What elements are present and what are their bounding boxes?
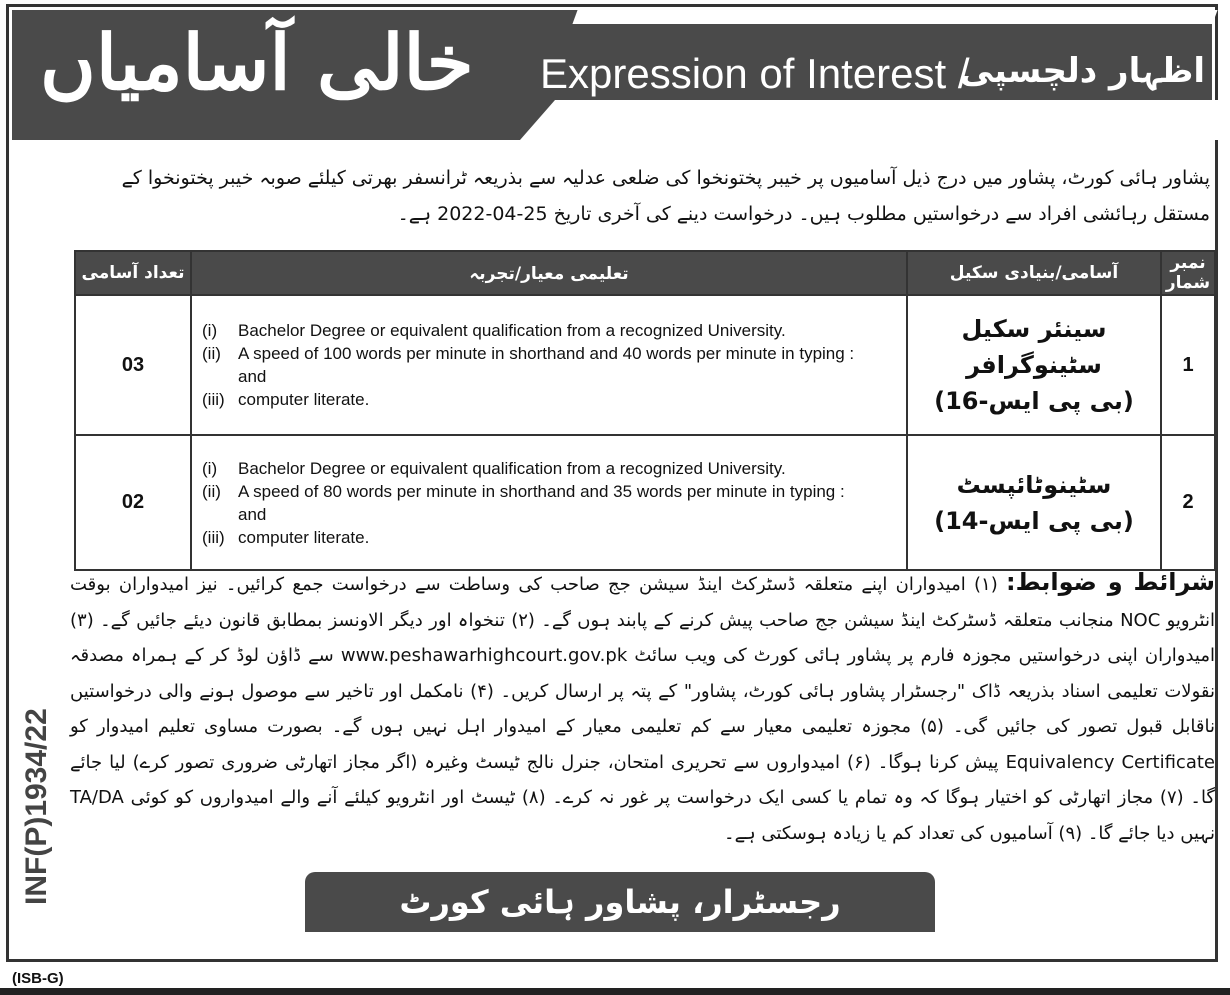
item-text: Bachelor Degree or equivalent qualification from a recognized University. (238, 321, 786, 340)
header-qualification: تعلیمی معیار/تجربہ (191, 251, 907, 295)
table-header-row (75, 251, 1215, 295)
terms-text: (۱) امیدواران اپنے متعلقہ ڈسٹرکٹ اینڈ سیشن جج صاحب کی وساطت سے درخواست جمع کرائیں۔ نیز امیدواران بوقت انٹرویو NOC منجانب متعلقہ ڈسٹرکٹ اینڈ سیشن جج صاحب پیش کرنے کے پابند ہوں گے۔ (۲) تنخواہ اور دیگر الاونسز بمطابق قانون دیئے جائیں گے۔ (۳) امیدواران اپنی درخواستیں مجوزہ فارم پر پشاور ہائی کورٹ کی ویب سائٹ www.peshawarhighcourt.gov.pk سے ڈاؤن لوڈ کر کے ہمراہ مصدقہ نقولات تعلیمی اسناد بذریعہ ڈاک "رجسٹرار پشاور ہائی کورٹ، پشاور" کے پتہ پر ارسال کریں۔ (۴) نامکمل اور تاخیر سے موصول ہونے والی درخواستیں ناقابل قبول تصور کی جائیں گی۔ (۵) مجوزہ تعلیمی معیار سے کم تعلیمی معیار کے امیدوار اہل نہیں ہوں گے۔ بصورت مساوی تعلیم امیدوار کو Equivalency Certificate پیش کرنا ہوگا۔ (۶) امیدواروں سے تحریری امتحان، جنرل نالج ٹیسٹ وغیرہ (اگر مجاز اتھارٹی ضروری تصور کرے) لیا جائے گا۔ (۷) مجاز اتھارٹی کو اختیار ہوگا کہ وہ تمام یا کسی ایک درخواست پر غور نہ کرے۔ (۸) ٹیسٹ اور انٹرویو کیلئے آنے والے امیدواروں کو کوئی TA/DA نہیں دیا جائے گا۔ (۹) آسامیوں کی تعداد کم یا زیادہ ہوسکتی ہے۔ (70, 574, 1216, 844)
title-urdu-eoi: اظہار دلچسپی (959, 51, 1205, 91)
qualification-cell (191, 435, 907, 570)
item-number: (ii) (202, 344, 221, 363)
header-post: آسامی/بنیادی سکیل (907, 251, 1161, 295)
post-scale: (بی پی ایس-16) (934, 387, 1134, 415)
source-tag: (ISB-G) (12, 970, 64, 987)
item-text: computer literate. (238, 527, 370, 547)
post-scale: (بی پی ایس-14) (934, 506, 1134, 535)
table-row (75, 435, 1215, 570)
title-urdu-vacancies: خالی آسامیاں (40, 18, 474, 107)
post-cell (907, 435, 1161, 570)
ad-reference-code: INF(P)1934/22 (20, 708, 53, 905)
serial-cell: 1 (1161, 295, 1215, 435)
header-cutout (520, 100, 1220, 140)
header-stripe (572, 10, 1217, 24)
terms-and-conditions (70, 565, 1215, 851)
item-number: (iii) (202, 527, 225, 547)
post-cell (907, 295, 1161, 435)
item-text: A speed of 80 words per minute in shorthand and 35 words per minute in typing : and (238, 481, 845, 524)
post-name: سٹینوٹائپسٹ (956, 470, 1112, 499)
header-serial: نمبر شمار (1161, 251, 1215, 295)
post-name: سینئر سکیل سٹینوگرافر (961, 315, 1107, 379)
signature-block: رجسٹرار، پشاور ہائی کورٹ (305, 872, 935, 932)
count-cell: 02 (75, 435, 191, 570)
intro-text: پشاور ہائی کورٹ، پشاور میں درج ذیل آسامیوں پر خیبر پختونخوا کی ضلعی عدلیہ سے بذریعہ ٹرانسفر بھرتی کیلئے صوبہ خیبر پختونخوا کے مستقل رہائشی افراد سے درخواستیں مطلوب ہیں۔ درخواست دینے کی آخری تاریخ 25-04-2022 ہے۔ (121, 167, 1210, 225)
bottom-rule (0, 988, 1230, 995)
item-number: (iii) (202, 390, 225, 409)
item-number: (ii) (202, 481, 221, 501)
item-number: (i) (202, 458, 218, 478)
item-text: computer literate. (238, 390, 370, 409)
item-text: Bachelor Degree or equivalent qualification from a recognized University. (238, 458, 786, 478)
count-cell: 03 (75, 295, 191, 435)
qualification-cell (191, 295, 907, 435)
title-english: Expression of Interest / (540, 50, 970, 97)
header-count: تعداد آسامی (75, 251, 191, 295)
table-row (75, 295, 1215, 435)
item-text: A speed of 100 words per minute in shorthand and 40 words per minute in typing : and (238, 344, 855, 386)
item-number: (i) (202, 321, 218, 340)
terms-heading: شرائط و ضوابط: (1006, 568, 1215, 596)
vacancy-table (74, 250, 1216, 571)
serial-cell: 2 (1161, 435, 1215, 570)
